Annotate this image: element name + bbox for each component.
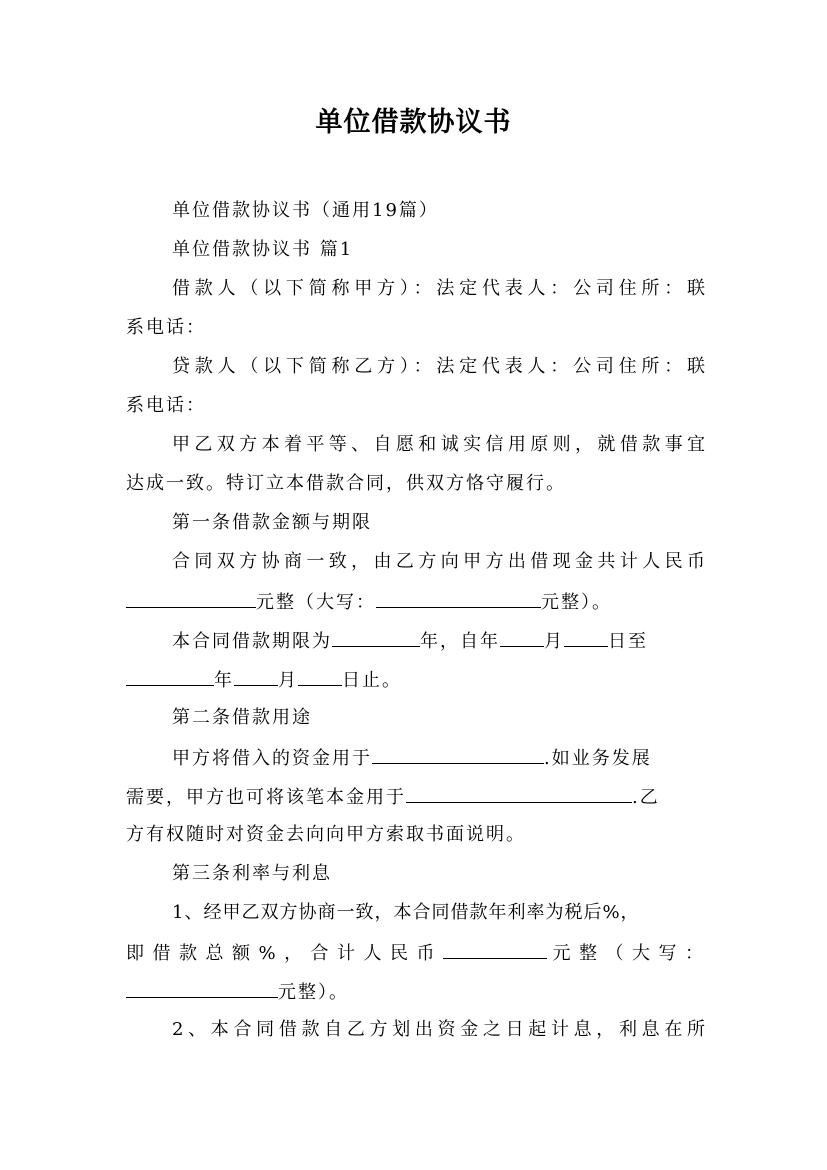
article-3-item-1-line-3 <box>126 979 706 1005</box>
borrower-line-1: 借款人（以下简称甲方）：法定代表人：公司住所：联 <box>172 278 706 299</box>
article-3-heading: 第三条利率与利息 <box>172 863 332 884</box>
text-segment: 月 <box>544 631 564 652</box>
text-segment: 月 <box>278 670 298 691</box>
day-blank <box>564 628 608 647</box>
text-segment: 元整（大写： <box>547 943 706 964</box>
text-segment: 需要，甲方也可将该笔本金用于 <box>126 787 406 808</box>
article-1-para-1-line-1: 合同双方协商一致，由乙方向甲方出借现金共计人民币 <box>172 551 706 572</box>
text-segment: .乙 <box>632 787 660 808</box>
text-segment: .如业务发展 <box>544 748 652 769</box>
article-1-heading: 第一条借款金额与期限 <box>172 512 372 533</box>
text-segment: 元整（大写： <box>256 592 376 613</box>
end-month-blank <box>234 667 278 686</box>
text-segment: 年 <box>214 670 234 691</box>
intro-line-1: 甲乙双方本着平等、自愿和诚实信用原则，就借款事宜 <box>172 434 706 455</box>
interest-words-blank <box>126 979 278 998</box>
article-1-para-2-line-1 <box>172 628 706 654</box>
article-1-para-1-line-2 <box>126 589 706 615</box>
article-3-item-1-line-1: 1、经甲乙双方协商一致，本合同借款年利率为税后%， <box>172 902 640 923</box>
section-heading: 单位借款协议书 篇1 <box>172 239 354 260</box>
text-segment: 日止。 <box>342 670 402 691</box>
borrower-line-2: 系电话： <box>126 317 206 338</box>
article-2-line-3: 方有权随时对资金去向向甲方索取书面说明。 <box>126 824 526 845</box>
article-2-heading: 第二条借款用途 <box>172 707 312 728</box>
amount-words-blank <box>376 589 541 608</box>
text-segment: 日至 <box>608 631 648 652</box>
end-year-blank <box>126 667 214 686</box>
article-3-item-2-line-1: 2、本合同借款自乙方划出资金之日起计息，利息在所 <box>172 1019 706 1040</box>
text-segment: 即借款总额%，合计人民币 <box>126 943 444 964</box>
end-day-blank <box>298 667 342 686</box>
text-segment: 元整）。 <box>541 592 612 613</box>
alt-purpose-blank <box>406 784 632 803</box>
document-title: 单位借款协议书 <box>315 107 512 138</box>
text-segment: 本合同借款期限为 <box>172 631 332 652</box>
article-2-line-1 <box>172 745 706 771</box>
intro-line-2: 达成一致。特订立本借款合同，供双方恪守履行。 <box>126 473 566 494</box>
lender-line-2: 系电话： <box>126 395 206 416</box>
text-segment: 年，自年 <box>420 631 500 652</box>
amount-blank <box>126 589 256 608</box>
years-blank <box>332 628 420 647</box>
lender-line-1: 贷款人（以下简称乙方）：法定代表人：公司住所：联 <box>172 356 706 377</box>
article-2-line-2 <box>126 784 706 810</box>
document-subtitle: 单位借款协议书（通用19篇） <box>172 200 439 221</box>
interest-amount-blank <box>443 940 547 959</box>
text-segment: 甲方将借入的资金用于 <box>172 748 372 769</box>
article-1-para-2-line-2 <box>126 667 706 693</box>
purpose-blank <box>372 745 544 764</box>
text-segment: 元整）。 <box>278 982 349 1003</box>
month-blank <box>500 628 544 647</box>
article-3-item-1-line-2 <box>126 940 706 966</box>
